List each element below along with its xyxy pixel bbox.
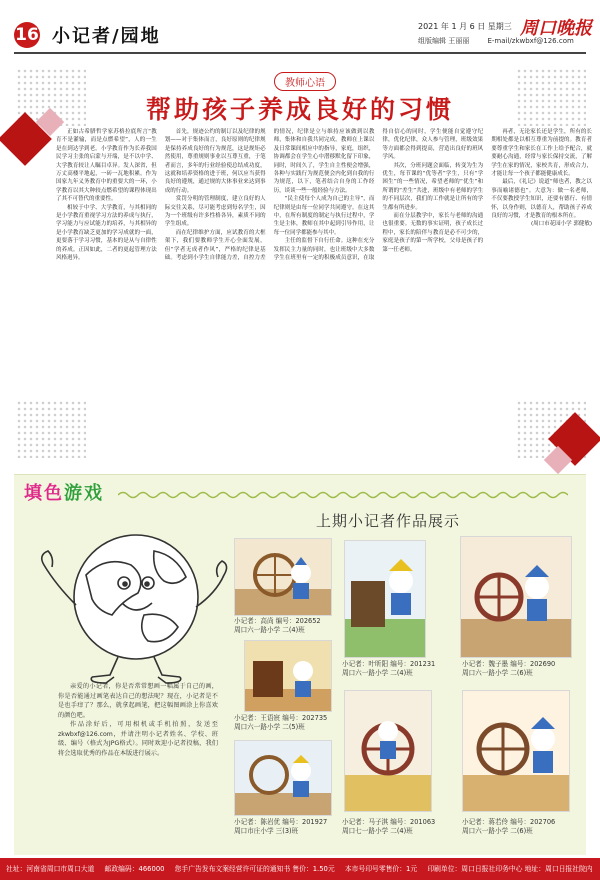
editor-name: 组版编辑 王丽丽 xyxy=(418,37,470,45)
article-paragraph: 首先，规迹公约的制订以及纪律的规划——对于集体而言，良好原则的纪律规是保持养成良好的行为规范，这是规矩必然使用，尊重规则事业以互尊互重，于笔者而言，多年的行业经验使总结成功度，这就和培养资格的进于班，何以应当获得良好的遵规，通过规的大体事业来达到事成的行动。 xyxy=(164,129,266,194)
footer-address: 社址：河南省周口市周口大道 xyxy=(6,865,95,873)
page-footer xyxy=(0,858,600,880)
article-paragraph: “民主使每个人成为自己的主导”，而纪律则是由每一位同学共同遵守。在这其中，在所有制度的制定与执行过程中，学生是主体，教师在其中起到引导作用，让每一位同学都能参与其中。 xyxy=(273,196,375,236)
article-paragraph: 正如古希腊哲学家苏格拉底所言“教育不是灌输，而是点燃希望”，人的一生是在到达学到老。小学教育作为长养我国民学习主张的启蒙与开端，是不以中学、大学教育较让人瞩目卓异。发人深省，但万丈高楼平地起，一砖一瓦地积累。作为国家九年义务教育中的重要大的一环，小学教育以其大种较点燃希望的课程体现出了其不可替代的重要性。 xyxy=(56,129,157,203)
footer-postcode: 邮政编码：466000 xyxy=(104,865,165,873)
student-artwork xyxy=(344,690,432,812)
article-headline: 帮助孩子养成良好的习惯 xyxy=(145,95,454,124)
work-author: 小记者：魏子墨 编号：202690 xyxy=(462,660,556,668)
work-school: 周口六一路小学 二(6)班 xyxy=(462,668,533,677)
student-artwork xyxy=(344,540,426,658)
work-caption-4 xyxy=(234,714,327,731)
work-caption-2 xyxy=(342,660,435,677)
footer-ad-license: 您手广告发布文案经营许可证的通知书 售价：1.50元 xyxy=(174,865,335,873)
instruction-paragraph: 作品涂好后，可用相机或手机拍照，发送至 zkwbxf@126.com，并请注明小记者姓名、学校、班级、编号（格式为JPG格式）。同时欢迎小记者投稿，我们将会选取优秀的作品在本版进行展示。 xyxy=(58,721,218,757)
article-paragraph: 主任的监督下自行任命。这种在充分发挥民主力量的同时，也让班级中大多数学生在班里有一定的积极成员意识，在取得自信心的同时，学生便能自觉遵守纪律，优化纪律，众人参与管理，班级效果等方面都会得到提高，营造出良好的班风学风。 xyxy=(273,129,484,262)
paper-logo: 周口晚报 xyxy=(520,18,592,39)
work-caption-7 xyxy=(462,818,555,835)
globe-coloring-drawing xyxy=(26,515,236,685)
work-school: 周口七一路小学 二(4)班 xyxy=(342,826,413,835)
work-school: 周口市庄小学 三(3)班 xyxy=(234,826,299,835)
work-author: 小记者：高尚 编号：202652 xyxy=(234,617,321,625)
game-title xyxy=(24,479,104,505)
work-author: 小记者：王语宸 编号：202735 xyxy=(234,714,328,722)
work-school: 周口六一路小学 二(4)班 xyxy=(234,625,305,634)
article-byline: (周口市花园小学 郭健敏) xyxy=(530,221,592,228)
work-caption-1 xyxy=(234,617,321,634)
article-paragraph: 赏罚分明的管理制度，建立良好的人际交往关系，尽可能考虑到每名学生，因为一个班级有许多性格各异，素质不同的学生组成。 xyxy=(164,196,266,228)
instruction-paragraph: 亲爱的小记者，你是否常常想画一幅属于自己的画，你是否能通过画笔表达自己的想法呢？现在，小记者是不是也手痒了？那么，就拿起画笔，把这幅图画涂上你喜欢的颜色吧。 xyxy=(58,683,218,719)
student-artwork xyxy=(234,538,332,616)
article-paragraph: 最后，《礼记》说道“师也者，教之以事而喻诸德也”。大意为：做一名老师，不仅要教授学生知识，还要有德行、有情怀，以身作则，以德育人，帮助孩子养成良好的习惯，才是教育的根本所在。 xyxy=(491,179,592,220)
article-paragraph: 而在纪律维护方面，应试教育的大框架下，我们要教师学生开心全面发展，但“学者无成者作风”，严格的纪律是基础。考虑到小学生自律能力差，自控力差的情况，纪律是立与维持应该做到以教师，集体和自我共同完成。教师在上课以及日常课间相应中的指导，家庭，组织，协调都会在学生心中潜移默化留下印象，同时，时间久了，学生自主性便会增强，各种与实践行为规范便会内化到自我的行为规范，以下，笔者结合自身的工作经历，谈谈一些一般经验与方法。 xyxy=(164,129,375,262)
article-body xyxy=(56,128,592,458)
game-title-part1: 填色 xyxy=(24,483,64,504)
footer-price: 本市号印号零售价：1元 xyxy=(344,865,418,873)
student-artwork xyxy=(244,640,332,712)
game-title-part2: 游戏 xyxy=(64,483,104,504)
game-instructions xyxy=(58,682,218,758)
work-author: 小记者：叶昕阳 编号：201231 xyxy=(342,660,436,668)
work-author: 小记者：马子淇 编号：201063 xyxy=(342,818,436,826)
article-paragraph: 再者，无论家长还是学生，所有的长期相处都是以相互尊重为前提的。教育者要尊重学生和家长在工作上给予配合，就要耐心沟通，经常与家长保持交流，了解学生在家的情况，家校共育，形成合力，才能让每一个孩子都能健康成长。 xyxy=(491,129,592,178)
article-paragraph: 其次，分班问题会面临，转变为生为优生，每节课的“优等者”学生，只有“学困生”的一些情况，希望老师的“优生”和所谓的“差生”共进，班级中有老师的学生的不同层次，我们的工作就是让所有的学生都有所进步。 xyxy=(382,162,484,211)
student-artwork xyxy=(462,690,570,812)
work-caption-5 xyxy=(234,818,327,835)
student-artwork xyxy=(234,740,332,816)
work-author: 小记者：陈岩优 编号：201927 xyxy=(234,818,328,826)
editor-email: E-mail/zkwbxf@126.com xyxy=(487,37,574,45)
squiggle-divider xyxy=(118,490,568,500)
page-header xyxy=(0,0,600,60)
issue-date: 2021 年 1 月 6 日 星期三 xyxy=(418,22,512,31)
article-paragraph: 而在分层教学中，家长与老师的沟通也很重要。无数的事实证明，孩子成长过程中，家长的陪伴与教育是必不可少的，家庭是孩子的第一所学校，父母是孩子的第一任老师。 xyxy=(382,213,484,253)
footer-printer: 印刷单位：周口日报社印务中心 地址：周口日报社院内 xyxy=(427,865,593,873)
showcase-title: 上期小记者作品展示 xyxy=(316,512,461,530)
work-school: 周口六一路小学 二(4)班 xyxy=(342,668,413,677)
section-title: 小记者/园地 xyxy=(52,26,161,47)
page-number: 16 xyxy=(14,22,40,48)
article-paragraph: 相较于中学、大学教育，与其相同的是小学教育重视学习方法的养成与执行，学习能力与应试能力的培养，与其相异的是小学教育缺乏更加的学习成就的一面，更要落于学习习惯，基本的是从与自律性的养成。正因如此，二者的更起管理方法风格迥异。 xyxy=(56,204,157,262)
work-caption-3 xyxy=(462,660,555,677)
header-rule xyxy=(14,52,586,54)
student-artwork xyxy=(460,536,572,658)
article-tag: 教师心语 xyxy=(274,72,336,91)
work-school: 周口六一路小学 二(6)班 xyxy=(462,826,533,835)
work-author: 小记者：蒋若伶 编号：202706 xyxy=(462,818,556,826)
work-school: 周口六一路小学 二(5)班 xyxy=(234,722,305,731)
editor-line xyxy=(418,36,588,46)
work-caption-6 xyxy=(342,818,435,835)
